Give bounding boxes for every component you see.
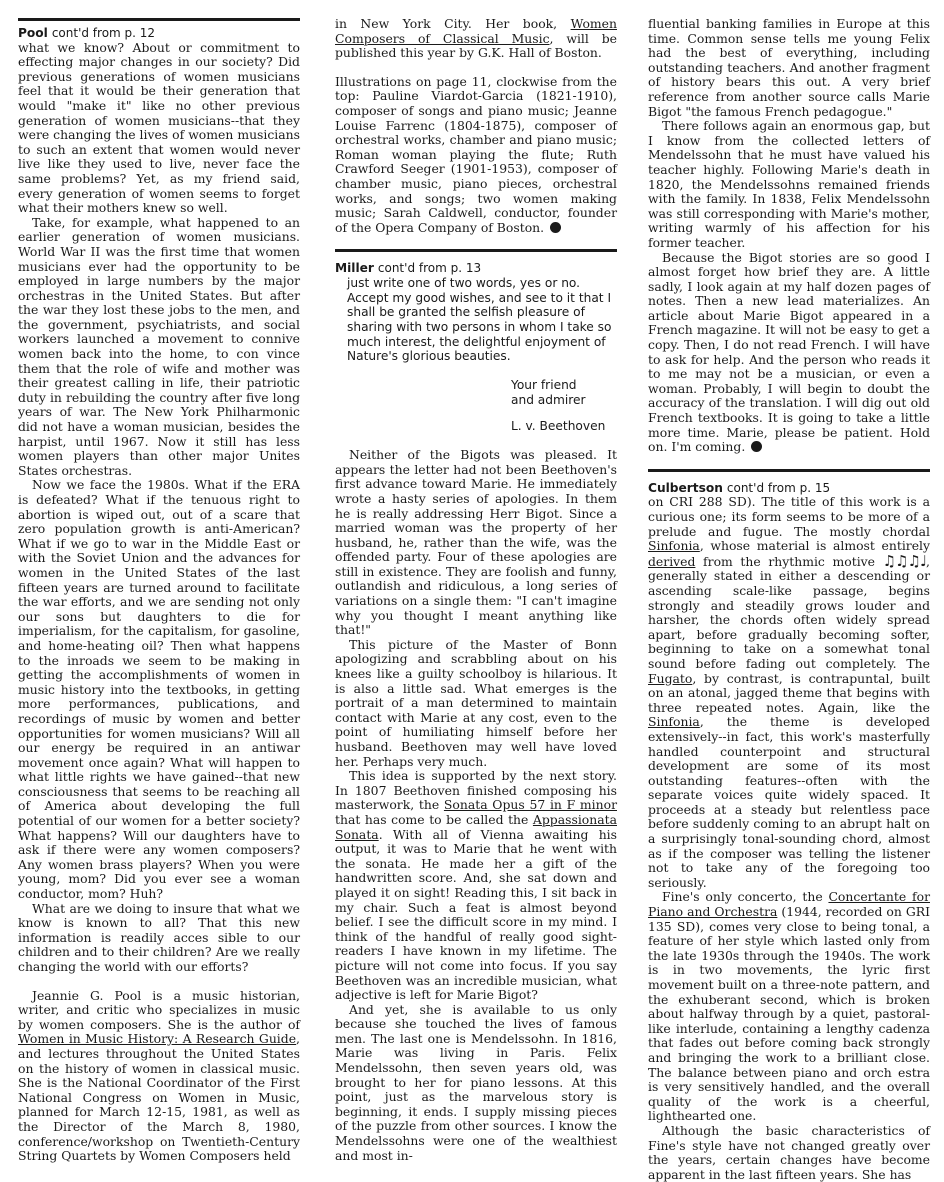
pool-article	[18, 26, 300, 975]
work-title: Sonata Opus 57 in F minor	[443, 797, 617, 813]
paragraph	[335, 769, 617, 1003]
paragraph: Although the basic characteristics of Fine's style have not changed greatly over the years, certain changes have become apparent in the last fifteen years. She has	[648, 1122, 930, 1182]
culbertson-header-line	[648, 481, 930, 496]
work-title: Concertante for Piano and Orchestra	[648, 889, 930, 920]
bio-paragraph	[335, 17, 617, 61]
paragraph-text: , generally stated in either a descending or ascending scale-like passage, begins strongly and steadily grows louder and harsher, the chords often widely spread apart, before gradually becoming softer, beginning to take on a somewhat tonal sound before fading out completely. The	[648, 553, 930, 671]
section-rule	[648, 469, 930, 472]
bio-text: , will be published this year by G.K. Hall of Boston.	[335, 30, 617, 61]
paragraph: This picture of the Master of Bonn apologizing and scrabbling about on his knees like a guilty schoolboy is hilarious. It is also a little sad. What emerges is the portrait of a man determined to maintain contact with Marie at any cost, even to the point of humiliating himself before her husband. Beethoven may well have loved her. Perhaps very much.	[335, 636, 617, 769]
letter-signature	[335, 378, 617, 434]
rhythm-motive-icon: ♫♫♫♩	[882, 551, 927, 570]
author-bio	[18, 989, 300, 1164]
paragraph-text: , by contrast, is contrapuntal, built on an atonal, jagged theme that begins with three repeated notes. Again, like the	[648, 670, 930, 715]
paragraph-text: from the rhythmic motive	[695, 553, 883, 569]
work-title: Appassionata Sonata	[335, 811, 617, 842]
paragraph: There follows again an enormous gap, but I know from the collected letters of Mendelssohn that he must have valued his teacher highly. Following Marie's death in 1820, the Mendelssohns remained friends with the family. In 1838, Felix Mendelssohn was still corresponding with Marie's mother, writing warmly of his affection for his former teacher.	[648, 118, 930, 250]
paragraph	[648, 495, 930, 890]
column-left	[18, 0, 300, 1164]
end-mark-icon	[550, 222, 561, 233]
paragraph-text: Fine's only concerto, the	[662, 889, 829, 905]
work-title: Sinfonia	[648, 714, 700, 730]
paragraph-text: that has come to be called the	[335, 811, 533, 827]
paragraph: Take, for example, what happened to an earlier generation of women musicians. World War II was the first time that women musicians ever had the opportunity to be employed in large numbers by the major orchestras in the United States. But after the war they lost these jobs to the men, and the government, psychiatrists, and social workers launched a movement to connive women back into the home, to con vince them that the role of wife and mother was their greatest calling in life, their patriotic duty in rebuilding the country after five long years of war. The New York Philharmonic did not have a woman musician, besides the harpist, until 1967. Now it still has less women players than other major Unites States orchestras.	[18, 214, 300, 478]
end-mark-icon	[751, 441, 762, 452]
miller-header-line	[335, 261, 617, 276]
bio-text: Jeannie G. Pool is a music historian, writer, and critic who specializes in music by women composers. She is the author of	[18, 987, 300, 1032]
miller-continued	[648, 17, 930, 455]
paragraph-text: , the theme is developed extensively--in fact, this work's masterfully handled counterpoint and structural development are some of its most outstanding features--often with the separate voices quite widely spaced. It proceeds at a steady but relentless pace before suddenly coming to an abrupt halt on a surprisingly tonal-sounding chord, almost as if the composer was telling the listener not to take any of the foregoing too seriously.	[648, 714, 930, 890]
paragraph: Now we face the 1980s. What if the ERA is defeated? What if the tenuous right to abortion is wiped out, out of a scare that zero population growth is anti-American? What if we go to war in the Middle East or with the Soviet Union and the advances for women in the United States of the last fifteen years are turned around to facilitate the war efforts, and we are sending not only our sons but daughters to die for imperialism, for the capitalism, for gasoline, and home-heating oil? Then what happens to the inroads we seem to be making in getting the accomplishments of women in music history into the textbooks, in getting more performances, publications, and recordings of music by women and better opportunities for women musicians? Will all our energy be required in an antiwar movement once again? What will happen to what little rights we have gained--that new consciousness that seems to be reaching all of America about developing the full potential of our women for a better society? What happens? Will our daughters have to ask if there were any women composers? Any women brass players? When you were young, mom? Did you ever see a woman conductor, mom? Huh?	[18, 477, 300, 902]
paragraph: What are we doing to insure that what we know is known to all? That this new information is readily acces sible to our children and to their children? Are we really changing the world with our efforts?	[18, 900, 300, 974]
paragraph-text: Because the Bigot stories are so good I almost forget how brief they are. A little sadly, I look again at my half dozen pages of notes. Then a new lead materializes. An article about Marie Bigot appeared in a French magazine. It will not be easy to get a copy. Then, I do not read French. I will have to ask for help. And the person who reads it to me may not be a musician, or even a woman. Probably, I will begin to doubt the accuracy of the translation. I will dig out old French textbooks. It is going to take a little more time. Marie, please be patient. Hold on. I'm coming.	[648, 249, 930, 455]
paragraph-text: , whose material is almost entirely	[699, 538, 930, 554]
paragraph: And yet, she is available to us only because she touched the lives of famous men. The last one is Mendelssohn. In 1816, Marie was living in Paris. Felix Mendelssohn, then seven years old, was brought to her for piano lessons. At this point, just as the marvelous story is beginning, it ends. I supply missing pieces of the puzzle from other sources. I know the Mendelssohns were one of the wealthiest and most in-	[335, 1001, 617, 1163]
signature-name: L. v. Beethoven	[511, 419, 606, 434]
column-middle	[335, 0, 617, 1163]
continued-note: cont'd from p. 13	[377, 261, 482, 276]
illustration-credits	[335, 75, 617, 236]
book-title: Women Composers of Classical Music	[335, 16, 617, 46]
quote-text: just write one of two words, yes or no. Accept my good wishes, and see to it that I shall be granted the selfish pleasure of sharing with two persons in whom I take so much interest, the delightful enjoyment of Nature's glorious beauties.	[347, 275, 612, 364]
column-right	[648, 0, 930, 1182]
bio-text: , and lectures throughout the United States on the history of women in classical music. She is the National Coordinator of the First National Congress on Women in Music, planned for March 12-15, 1981, as well as the Director of the March 8, 1980, conference/workshop on Twentieth-Century String Quartets by Women Composers held	[18, 1031, 300, 1164]
paragraph	[648, 890, 930, 1124]
work-title: Sinfonia	[648, 538, 700, 554]
signature-line: Your friend	[511, 378, 577, 393]
paragraph: fluential banking families in Europe at this time. Common sense tells me young Felix had the best of everything, including outstanding teachers. And another fragment of history bears this out. A very brief reference from another source calls Marie Bigot "the famous French pedagogue."	[648, 16, 930, 119]
bio-text: in New York City. Her book,	[335, 16, 571, 31]
paragraph-text: . With all of Vienna awaiting his output, it was to Marie that he went with the sonata. He made her a gift of the handwritten score. And, she sat down and played it on sight! Reading this, I sit back in my chair. Such a feat is almost beyond belief. I see the difficult score in my mind. I think of the handful of really good sight-readers I have known in my lifetime. The picture will not come into focus. If you say Beethoven was an incredible musician, what adjective is left for Marie Bigot?	[335, 826, 617, 1003]
miller-article	[335, 261, 617, 1163]
section-heading-culbertson: Culbertson	[648, 480, 723, 495]
section-rule	[18, 18, 300, 21]
section-heading-miller: Miller	[335, 261, 374, 276]
letter-quote	[335, 276, 617, 364]
paragraph: what we know? About or commitment to effecting major changes in our society? Did previous generations of women musicians feel that it would be their generation that would "make it" like no other previous generation of women musicians--that they were changing the lives of women musicians to such an extent that women would never live like they used to live, never face the same problems? Yet, as my friend said, every generation of women seems to forget what their mothers knew so well.	[18, 39, 300, 216]
paragraph	[648, 251, 930, 455]
work-title: Fugato	[648, 670, 693, 686]
bio-paragraph	[18, 989, 300, 1164]
signature-line: and admirer	[511, 393, 586, 408]
continued-note: cont'd from p. 12	[51, 26, 156, 40]
credits-text: Illustrations on page 11, clockwise from the top: Pauline Viardot-Garcia (1821-1910), composer of songs and piano music; Jeanne Louise Farrenc (1804-1875), composer of orchestral works, chamber and piano music; Roman woman playing the flute; Ruth Crawford Seeger (1901-1953), composer of chamber music, piano pieces, orchestral works, and songs; two women making music; Sarah Caldwell, conductor, founder of the Opera Company of Boston.	[335, 73, 617, 235]
book-title: Women in Music History: A Research Guide	[18, 1031, 297, 1047]
paragraph-text: on CRI 288 SD). The title of this work is a curious one; its form seems to be more of a prelude and fugue. The mostly chordal	[648, 494, 930, 539]
culbertson-article	[648, 481, 930, 1182]
underlined-word: derived	[648, 553, 696, 569]
bio-continued	[335, 17, 617, 235]
continued-note: cont'd from p. 15	[726, 480, 831, 495]
paragraph-text: This idea is supported by the next story. In 1807 Beethoven finished composing his masterwork, the	[335, 768, 617, 813]
section-heading-pool: Pool	[18, 26, 48, 40]
pool-header-line	[18, 26, 300, 41]
section-rule	[335, 249, 617, 252]
paragraph: Neither of the Bigots was pleased. It appears the letter had not been Beethoven's first advance toward Marie. He immediately wrote a hasty series of apologies. In them he is really addressing Herr Bigot. Since a married woman was the property of her husband, he, rather than the wife, was the offended party. Four of these apologies are still in existence. They are foolish and funny, outlandish and ridiculous, a long series of variations on a single them: "I can't imagine why you thought I meant anything like that!"	[335, 447, 617, 638]
paragraph-text: (1944, recorded on GRI 135 SD), comes very close to being tonal, a feature of her style which lasted only from the late 1930s through the 1940s. The work is in two movements, the lyric first movement built on a three-note pattern, and the exhuberant second, which is broken about halfway through by a quiet, pastoral-like interlude, containing a lengthy cadenza that fades out before coming back strongly and bringing the work to a brilliant close. The balance between piano and orch estra is very sensitively handled, and the overall quality of the work is a cheerful, lighthearted one.	[648, 904, 930, 1124]
